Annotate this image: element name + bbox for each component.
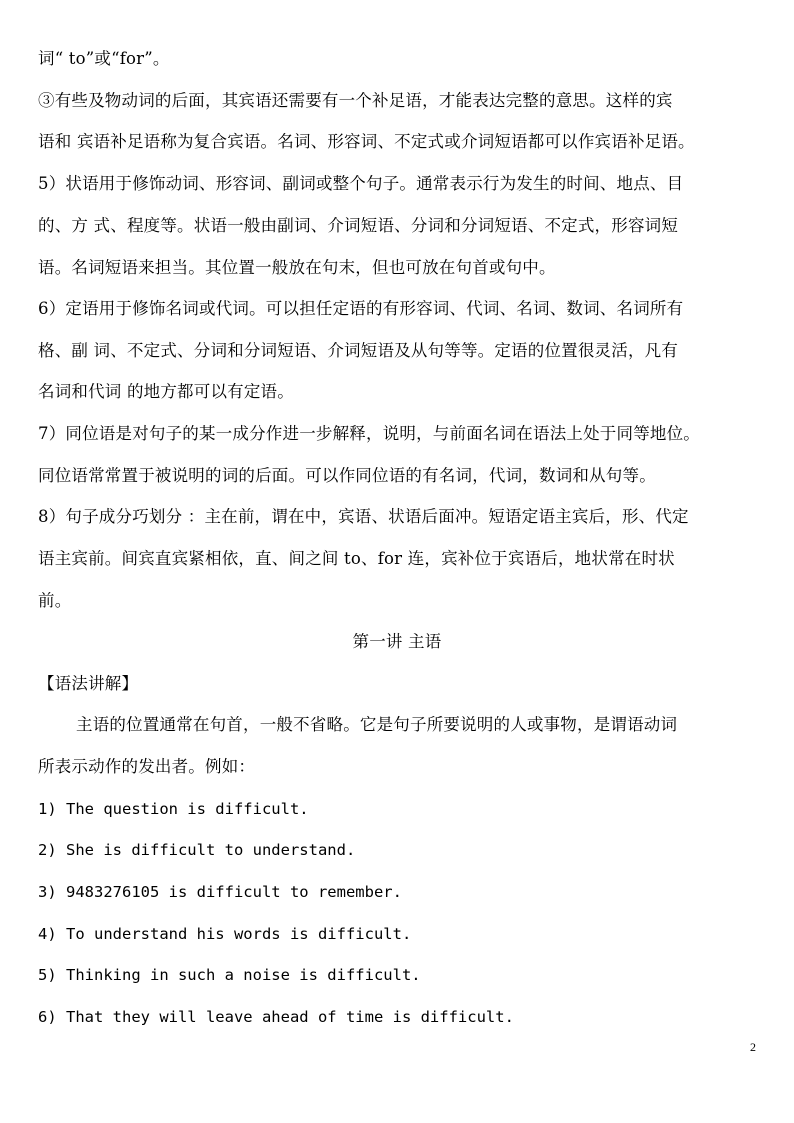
subheading: 【语法讲解】 (38, 674, 139, 693)
body-line: 语主宾前。间宾直宾紧相依，直、间之间 to、for 连，宾补位于宾语后，地状常在时状 (38, 549, 675, 568)
example-sentence: 1) The question is difficult. (38, 800, 309, 818)
body-line: 词“ to”或“for”。 (38, 49, 170, 68)
body-line: 语。名词短语来担当。其位置一般放在句末，但也可放在句首或句中。 (38, 258, 556, 277)
body-line: 7）同位语是对句子的某一成分作进一步解释，说明，与前面名词在语法上处于同等地位。 (38, 424, 700, 443)
example-sentence: 4) To understand his words is difficult. (38, 925, 412, 943)
body-line: 6）定语用于修饰名词或代词。可以担任定语的有形容词、代词、名词、数词、名词所有 (38, 299, 684, 318)
body-line: ③有些及物动词的后面，其宾语还需要有一个补足语，才能表达完整的意思。这样的宾 (38, 91, 673, 110)
body-line: 格、副 词、不定式、分词和分词短语、介词短语及从句等等。定语的位置很灵活，凡有 (38, 341, 679, 360)
example-sentence: 2) She is difficult to understand. (38, 841, 356, 859)
intro-line: 主语的位置通常在句首，一般不省略。它是句子所要说明的人或事物，是谓语动词 (76, 715, 678, 734)
example-sentence: 5) Thinking in such a noise is difficult. (38, 966, 421, 984)
body-line: 5）状语用于修饰动词、形容词、副词或整个句子。通常表示行为发生的时间、地点、目 (38, 174, 684, 193)
section-title: 第一讲 主语 (352, 632, 442, 651)
body-line: 名词和代词 的地方都可以有定语。 (38, 382, 294, 401)
body-line: 语和 宾语补足语称为复合宾语。名词、形容词、不定式或介词短语都可以作宾语补足语。 (38, 132, 695, 151)
intro-line: 所表示动作的发出者。例如： (38, 757, 256, 776)
page-number: 2 (750, 1040, 756, 1054)
body-line: 同位语常常置于被说明的词的后面。可以作同位语的有名词，代词，数词和从句等。 (38, 466, 656, 485)
body-line: 前。 (38, 591, 72, 610)
example-sentence: 3) 9483276105 is difficult to remember. (38, 883, 402, 901)
body-line: 8）句子成分巧划分 ：主在前，谓在中，宾语、状语后面冲。短语定语主宾后，形、代定 (38, 507, 689, 526)
body-line: 的、方 式、程度等。状语一般由副词、介词短语、分词和分词短语、不定式，形容词短 (38, 216, 679, 235)
example-sentence: 6) That they will leave ahead of time is difficult. (38, 1008, 514, 1026)
